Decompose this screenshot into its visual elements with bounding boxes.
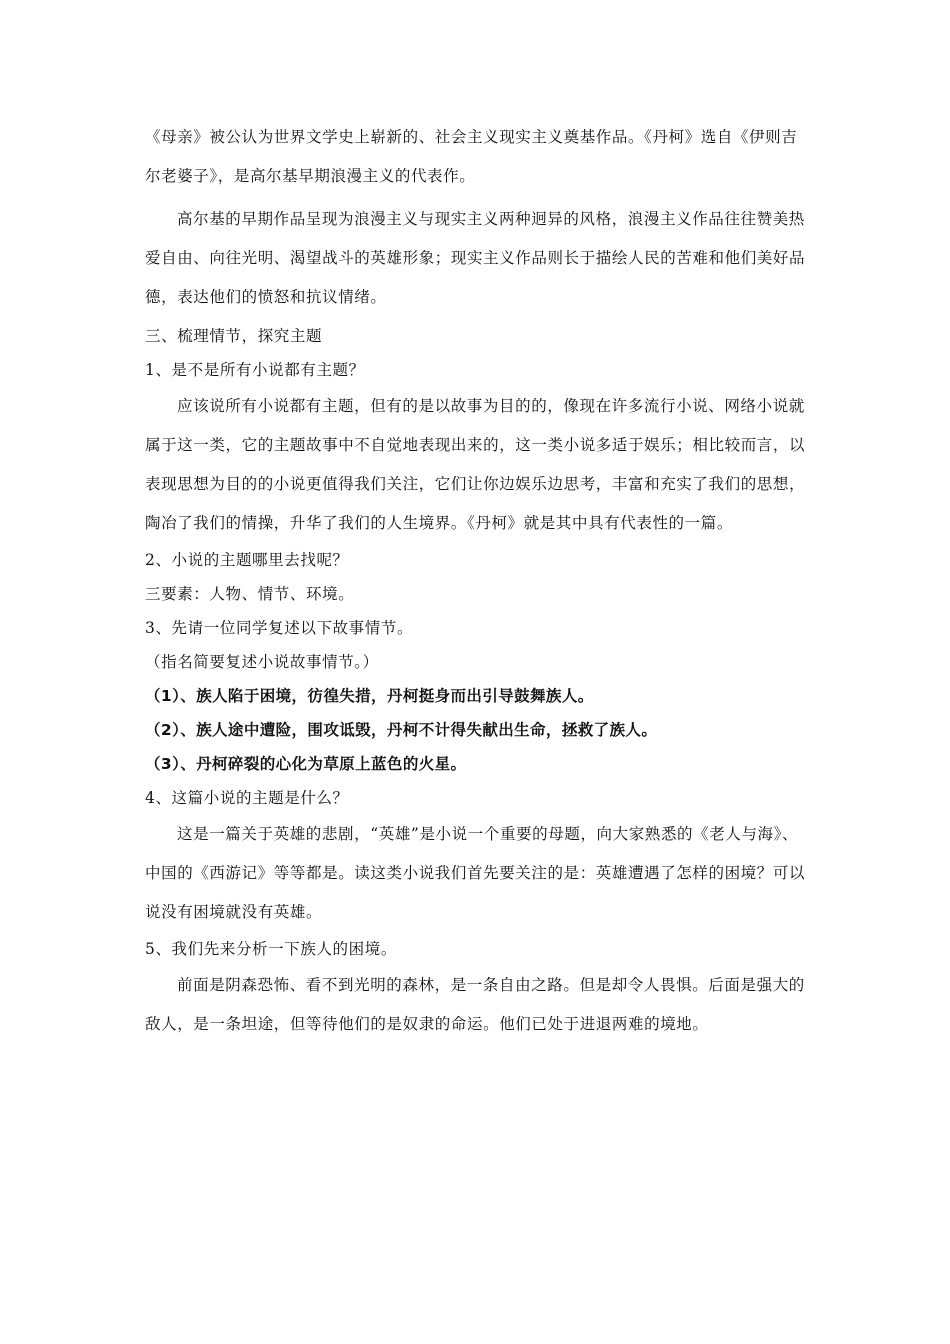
plot-point-2: （2）、族人途中遭险，围攻诋毁，丹柯不计得失献出生命，拯救了族人。 — [145, 721, 658, 739]
question-2: 2、小说的主题哪里去找呢？ — [145, 551, 349, 569]
question-4: 4、这篇小说的主题是什么？ — [145, 789, 349, 807]
answer-5-paragraph: 前面是阴森恐怖、看不到光明的森林，是一条自由之路。但是却令人畏惧。后面是强大的敌人，是一条坦途，但等待他们的是奴隶的命运。他们已处于进退两难的境地。 — [145, 976, 805, 1033]
plot-point-3: （3）、丹柯碎裂的心化为草原上蓝色的火星。 — [145, 755, 467, 773]
three-elements: 三要素：人物、情节、环境。 — [145, 585, 355, 603]
plot-point-1: （1）、族人陷于困境，彷徨失措，丹柯挺身而出引导鼓舞族人。 — [145, 687, 594, 705]
retell-instruction: （指名简要复述小说故事情节。） — [145, 653, 379, 671]
style-paragraph: 高尔基的早期作品呈现为浪漫主义与现实主义两种迥异的风格，浪漫主义作品往往赞美热爱自由、向往光明、渴望战斗的英雄形象；现实主义作品则长于描绘人民的苦难和他们美好品德，表达他们的愤怒和抗议情绪。 — [145, 210, 806, 306]
question-5: 5、我们先来分析一下族人的困境。 — [145, 940, 397, 958]
intro-paragraph: 《母亲》被公认为世界文学史上崭新的、社会主义现实主义奠基作品。《丹柯》选自《伊则吉尔老婆子》，是高尔基早期浪漫主义的代表作。 — [145, 128, 798, 185]
question-3: 3、先请一位同学复述以下故事情节。 — [145, 619, 414, 637]
document-body — [145, 118, 813, 1044]
question-1: 1、是不是所有小说都有主题？ — [145, 361, 365, 379]
answer-1-paragraph: 应该说所有小说都有主题，但有的是以故事为目的的，像现在许多流行小说、网络小说就属于这一类，它的主题故事中不自觉地表现出来的，这一类小说多适于娱乐；相比较而言，以表现思想为目的的小说更值得我们关注，它们让你边娱乐边思考，丰富和充实了我们的思想，陶冶了我们的情操，升华了我们的人生境界。《丹柯》就是其中具有代表性的一篇。 — [145, 397, 806, 532]
section-heading: 三、梳理情节，探究主题 — [145, 327, 323, 345]
answer-4-paragraph: 这是一篇关于英雄的悲剧，“英雄”是小说一个重要的母题，向大家熟悉的《老人与海》、中国的《西游记》等等都是。读这类小说我们首先要关注的是：英雄遭遇了怎样的困境？可以说没有困境就没有英雄。 — [145, 825, 806, 921]
